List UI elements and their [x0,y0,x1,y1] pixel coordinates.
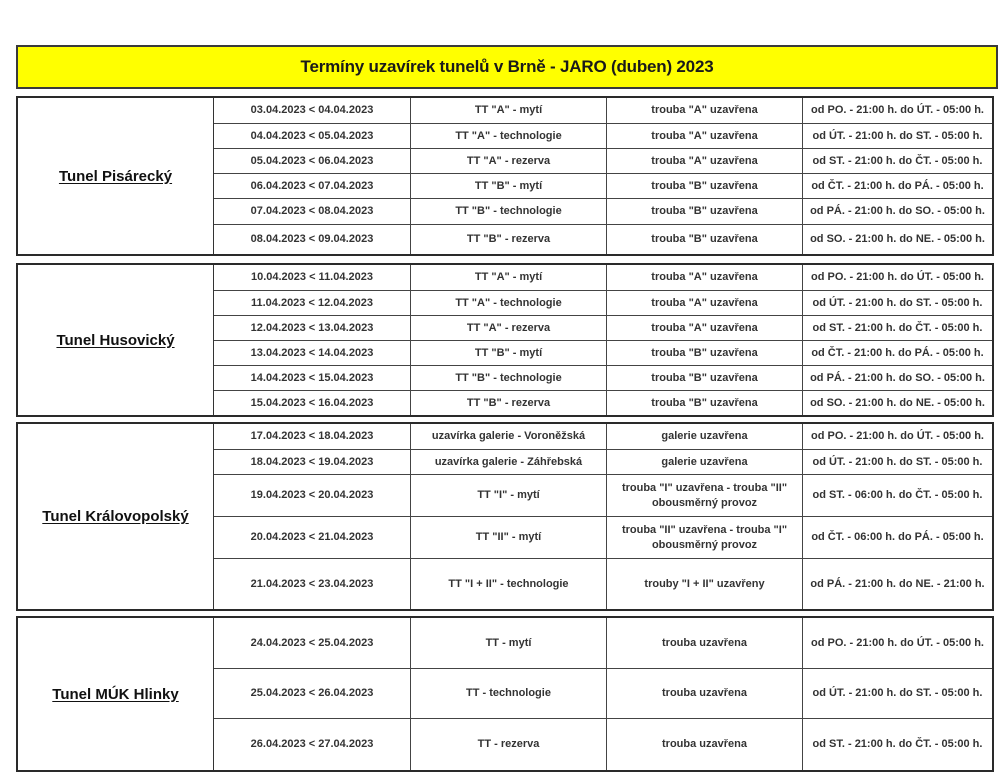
time-cell: od ST. - 21:00 h. do ČT. - 05:00 h. [812,154,983,167]
table-row [214,475,992,517]
time-cell: od PÁ. - 21:00 h. do NE. - 21:00 h. [810,577,985,590]
status-cell: trouba uzavřena [607,719,803,770]
time-cell: od ČT. - 06:00 h. do PÁ. - 05:00 h. [811,531,984,543]
status-cell: trouba "A" uzavřena [607,291,803,315]
work-cell: TT "B" - mytí [411,174,607,198]
time-cell: od ÚT. - 21:00 h. do ST. - 05:00 h. [812,129,983,142]
time-cell: od PO. - 21:00 h. do ÚT. - 05:00 h. [811,636,984,649]
tunnel-name-label: Tunel Královopolský [42,508,189,525]
date-cell: 26.04.2023 < 27.04.2023 [214,719,411,770]
tunnel-name [18,98,214,254]
date-cell: 08.04.2023 < 09.04.2023 [214,225,411,254]
status-cell: trouba "B" uzavřena [607,391,803,415]
work-cell: TT "A" - mytí [411,265,607,290]
status-cell: trouba "A" uzavřena [607,98,803,123]
table-row [214,618,992,669]
schedule-rows [214,424,992,609]
tunnel-name [18,424,214,609]
work-cell: TT "A" - technologie [411,124,607,148]
tunnel-name [18,265,214,415]
tunnel-name-label: Tunel Husovický [56,331,175,349]
status-cell: trouba "A" uzavřena [607,149,803,173]
date-cell: 10.04.2023 < 11.04.2023 [214,265,411,290]
table-row [214,517,992,559]
status-cell: galerie uzavřena [607,450,803,474]
status-cell: trouba "A" uzavřena [607,124,803,148]
table-row [214,391,992,415]
work-cell: TT - technologie [411,669,607,718]
work-cell: TT "A" - mytí [411,98,607,123]
time-cell: od ST. - 21:00 h. do ČT. - 05:00 h. [812,321,983,334]
time-cell: od ST. - 06:00 h. do ČT. - 05:00 h. [812,489,983,501]
table-row [214,366,992,391]
date-cell: 24.04.2023 < 25.04.2023 [214,618,411,668]
table-row [214,559,992,609]
table-row [214,225,992,254]
work-cell: TT - rezerva [411,719,607,770]
date-cell: 20.04.2023 < 21.04.2023 [214,517,411,558]
work-cell: TT "B" - mytí [411,341,607,365]
schedule-rows [214,265,992,415]
date-cell: 05.04.2023 < 06.04.2023 [214,149,411,173]
status-cell: trouba "B" uzavřena [607,366,803,390]
time-cell: od SO. - 21:00 h. do NE. - 05:00 h. [810,233,985,245]
date-cell: 07.04.2023 < 08.04.2023 [214,199,411,224]
tunnel-section [16,96,994,256]
page-title: Termíny uzavírek tunelů v Brně - JARO (duben) 2023 [16,45,998,89]
date-cell: 17.04.2023 < 18.04.2023 [214,424,411,449]
date-cell: 12.04.2023 < 13.04.2023 [214,316,411,340]
status-cell: trouba "B" uzavřena [607,199,803,224]
time-cell: od PÁ. - 21:00 h. do SO. - 05:00 h. [810,371,985,384]
work-cell: TT "I" - mytí [411,475,607,516]
time-cell: od PO. - 21:00 h. do ÚT. - 05:00 h. [811,271,984,283]
status-cell: trouby "I + II" uzavřeny [607,559,803,609]
work-cell: TT "A" - rezerva [411,316,607,340]
time-cell: od ST. - 21:00 h. do ČT. - 05:00 h. [812,738,983,750]
table-row [214,719,992,770]
date-cell: 03.04.2023 < 04.04.2023 [214,98,411,123]
table-row [214,265,992,291]
tunnel-section [16,422,994,611]
status-cell: galerie uzavřena [607,424,803,449]
status-cell: trouba "B" uzavřena [607,341,803,365]
time-cell: od ÚT. - 21:00 h. do ST. - 05:00 h. [812,296,983,309]
status-cell: trouba "A" uzavřena [607,265,803,290]
table-row [214,98,992,124]
time-cell: od PO. - 21:00 h. do ÚT. - 05:00 h. [811,104,984,116]
status-cell: trouba "I" uzavřena - trouba "II" obousměrný provoz [607,475,803,516]
status-cell: trouba "B" uzavřena [607,174,803,198]
time-cell: od ÚT. - 21:00 h. do ST. - 05:00 h. [812,687,983,699]
time-cell: od ČT. - 21:00 h. do PÁ. - 05:00 h. [811,179,984,192]
date-cell: 15.04.2023 < 16.04.2023 [214,391,411,415]
time-cell: od ČT. - 21:00 h. do PÁ. - 05:00 h. [811,346,984,359]
date-cell: 25.04.2023 < 26.04.2023 [214,669,411,718]
work-cell: TT "B" - technologie [411,199,607,224]
table-row [214,450,992,475]
schedule-rows [214,98,992,254]
table-row [214,174,992,199]
status-cell: trouba uzavřena [607,669,803,718]
status-cell: trouba uzavřena [607,618,803,668]
table-row [214,424,992,450]
date-cell: 21.04.2023 < 23.04.2023 [214,559,411,609]
work-cell: TT "B" - rezerva [411,391,607,415]
status-cell: trouba "B" uzavřena [607,225,803,254]
date-cell: 13.04.2023 < 14.04.2023 [214,341,411,365]
table-row [214,124,992,149]
work-cell: uzavírka galerie - Voroněžská [411,424,607,449]
date-cell: 06.04.2023 < 07.04.2023 [214,174,411,198]
table-row [214,149,992,174]
work-cell: TT "B" - rezerva [411,225,607,254]
table-row [214,291,992,316]
work-cell: TT "II" - mytí [411,517,607,558]
date-cell: 19.04.2023 < 20.04.2023 [214,475,411,516]
table-row [214,316,992,341]
schedule-rows [214,618,992,770]
date-cell: 04.04.2023 < 05.04.2023 [214,124,411,148]
work-cell: uzavírka galerie - Záhřebská [411,450,607,474]
time-cell: od PÁ. - 21:00 h. do SO. - 05:00 h. [810,205,985,217]
table-row [214,199,992,225]
work-cell: TT "B" - technologie [411,366,607,390]
time-cell: od ÚT. - 21:00 h. do ST. - 05:00 h. [812,455,983,468]
time-cell: od PO. - 21:00 h. do ÚT. - 05:00 h. [811,430,984,442]
tunnel-section [16,616,994,772]
date-cell: 18.04.2023 < 19.04.2023 [214,450,411,474]
work-cell: TT "I + II" - technologie [411,559,607,609]
time-cell: od SO. - 21:00 h. do NE. - 05:00 h. [810,396,985,409]
tunnel-name-label: Tunel MÚK Hlinky [52,685,179,703]
work-cell: TT - mytí [411,618,607,668]
tunnel-section [16,263,994,417]
table-row [214,669,992,719]
work-cell: TT "A" - rezerva [411,149,607,173]
status-cell: trouba "A" uzavřena [607,316,803,340]
tunnel-name [18,618,214,770]
status-cell: trouba "II" uzavřena - trouba "I" obousměrný provoz [607,517,803,558]
date-cell: 11.04.2023 < 12.04.2023 [214,291,411,315]
date-cell: 14.04.2023 < 15.04.2023 [214,366,411,390]
table-row [214,341,992,366]
tunnel-name-label: Tunel Pisárecký [58,167,173,185]
work-cell: TT "A" - technologie [411,291,607,315]
